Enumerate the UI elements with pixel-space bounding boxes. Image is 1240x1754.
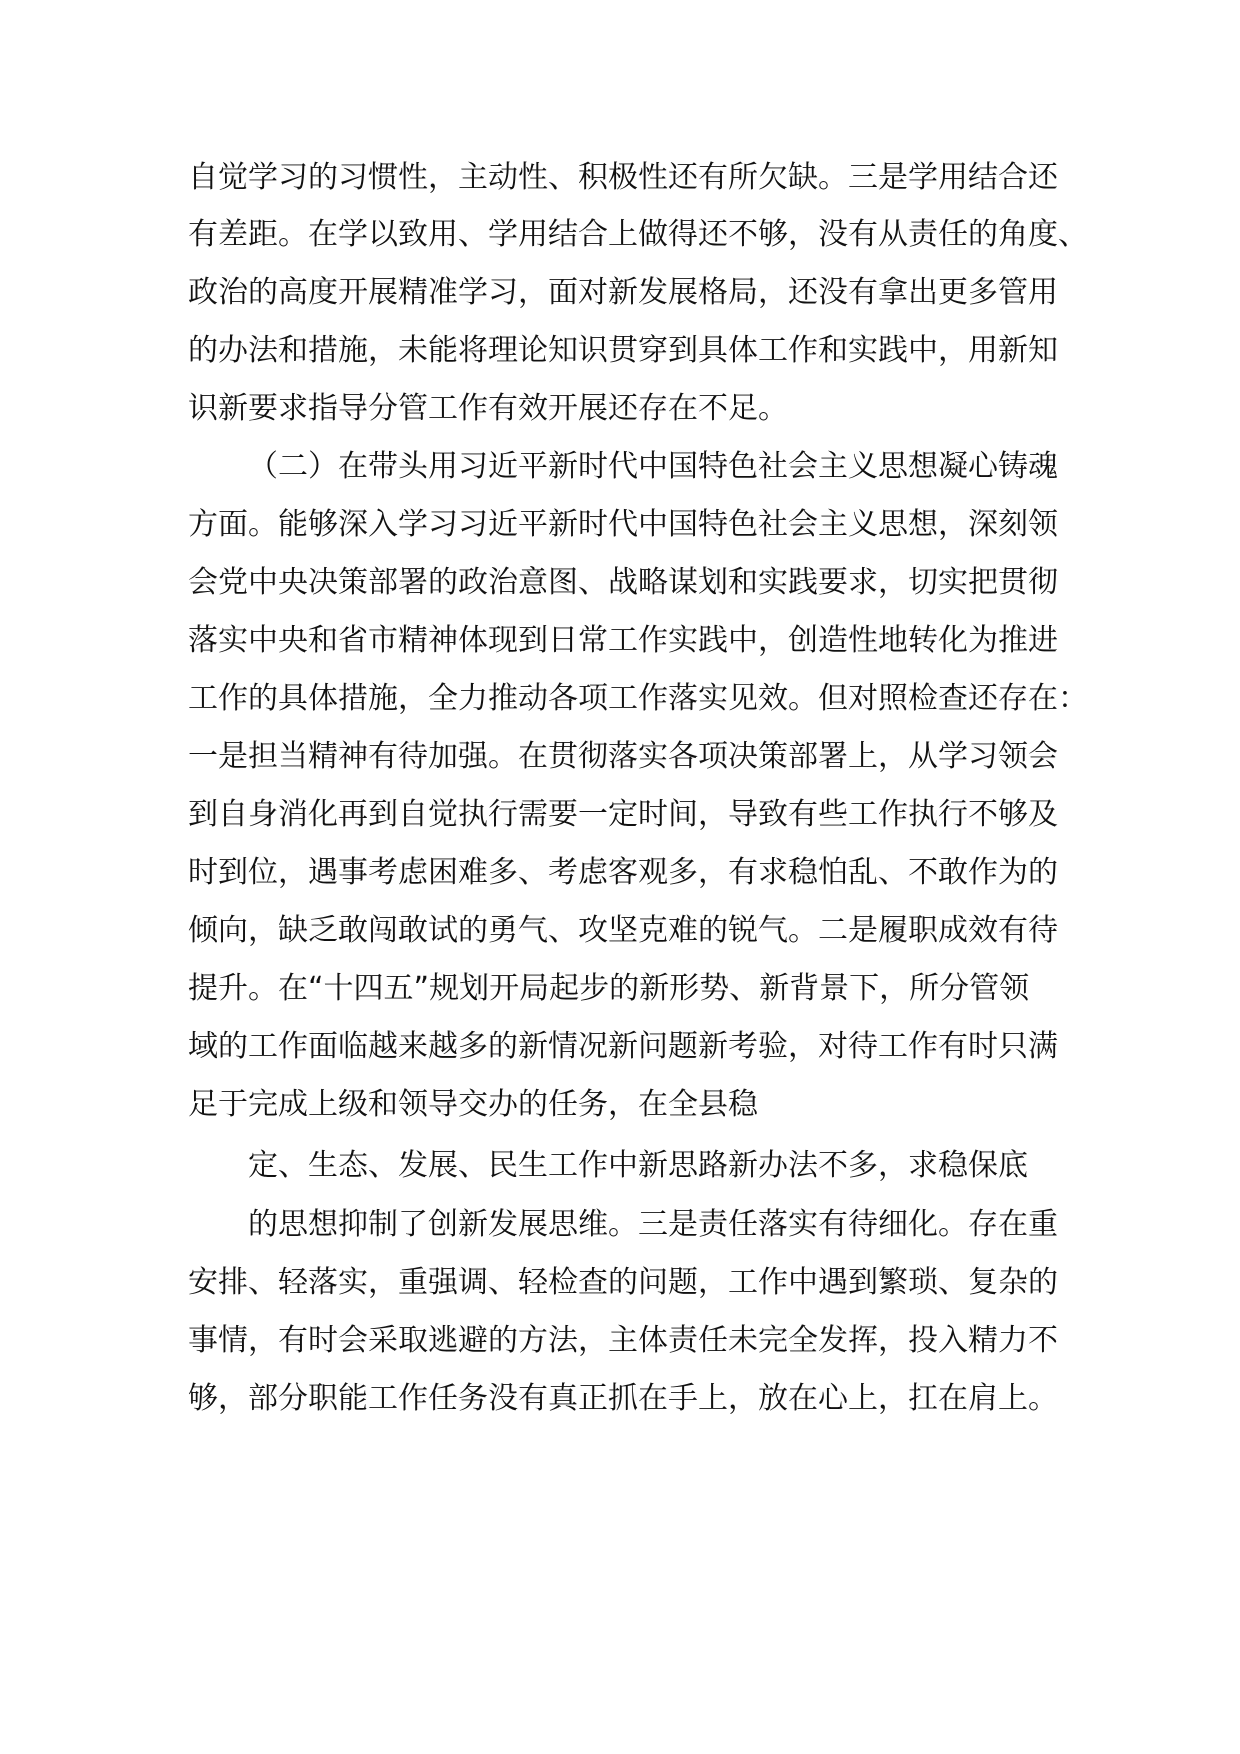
section-heading-line: （二）在带头用习近平新时代中国特色社会主义思想凝心铸魂: [248, 449, 1058, 484]
text-line: 域的工作面临越来越多的新情况新问题新考验，对待工作有时只满: [188, 1029, 1058, 1064]
text-line: 到自身消化再到自觉执行需要一定时间，导致有些工作执行不够及: [188, 797, 1058, 832]
text-line: 识新要求指导分管工作有效开展还存在不足。: [188, 391, 788, 426]
text-line: 时到位，遇事考虑困难多、考虑客观多，有求稳怕乱、不敢作为的: [188, 855, 1058, 890]
text-line: 落实中央和省市精神体现到日常工作实践中，创造性地转化为推进: [188, 623, 1058, 658]
text-line: 一是担当精神有待加强。在贯彻落实各项决策部署上，从学习领会: [188, 739, 1058, 774]
text-line: 政治的高度开展精准学习，面对新发展格局，还没有拿出更多管用: [188, 275, 1058, 310]
text-line: 自觉学习的习惯性，主动性、积极性还有所欠缺。三是学用结合还: [188, 160, 1058, 195]
text-line: 提升。在“十四五”规划开局起步的新形势、新背景下，所分管领: [188, 971, 1030, 1006]
text-line: 倾向，缺乏敢闯敢试的勇气、攻坚克难的锐气。二是履职成效有待: [188, 913, 1058, 948]
text-line: 有差距。在学以致用、学用结合上做得还不够，没有从责任的角度、: [188, 217, 1088, 252]
text-line: 足于完成上级和领导交办的任务，在全县稳: [188, 1087, 758, 1122]
text-line: 事情，有时会采取逃避的方法，主体责任未完全发挥，投入精力不: [188, 1323, 1058, 1358]
text-line: 的思想抑制了创新发展思维。三是责任落实有待细化。存在重: [248, 1207, 1058, 1242]
text-line: 定、生态、发展、民生工作中新思路新办法不多，求稳保底: [248, 1148, 1028, 1183]
text-line: 工作的具体措施，全力推动各项工作落实见效。但对照检查还存在：: [188, 681, 1088, 716]
text-line: 方面。能够深入学习习近平新时代中国特色社会主义思想，深刻领: [188, 507, 1058, 542]
text-line: 安排、轻落实，重强调、轻检查的问题，工作中遇到繁琐、复杂的: [188, 1265, 1058, 1300]
text-line: 够，部分职能工作任务没有真正抓在手上，放在心上，扛在肩上。: [188, 1381, 1058, 1416]
text-line: 的办法和措施，未能将理论知识贯穿到具体工作和实践中，用新知: [188, 333, 1058, 368]
text-line: 会党中央决策部署的政治意图、战略谋划和实践要求，切实把贯彻: [188, 565, 1058, 600]
